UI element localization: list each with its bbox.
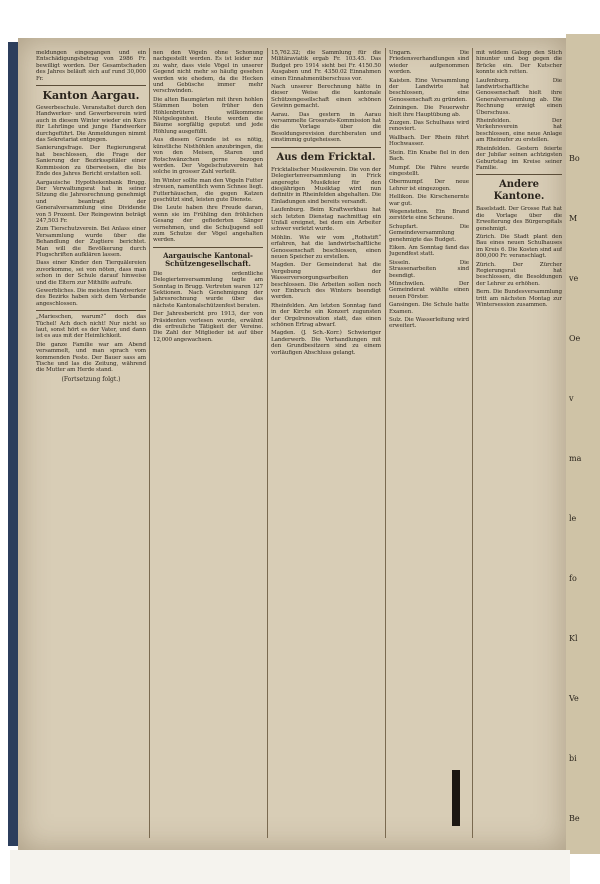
article-paragraph: Mumpf. Die Fähre wurde eingestellt. — [389, 164, 469, 177]
article-paragraph: Hellikon. Die Kirschenernte war gut. — [389, 194, 469, 207]
article-paragraph: Rheinfelden. Gestern feierte der Jubilar seinen achtzigsten Geburtstag im Kreise seiner Familie. — [476, 145, 562, 171]
edge-fragment: Be — [569, 814, 580, 823]
column-2 — [153, 50, 263, 842]
divider — [153, 247, 263, 248]
article-paragraph: Dass einer Kinder den Tierquälereien zuvorkomme, sei von nöten, dass man schon in der Schule darauf hinweise und die Eltern zur Mithilfe aufrufe. — [36, 260, 146, 286]
column-rule — [267, 48, 268, 838]
article-paragraph: Magden. (J. Sch.-Korr.) Schwieriger Landerwerb. Die Verhandlungen mit den Grundbesitzern sind zu einem vorläufigen Abschluss gelangt. — [271, 330, 381, 356]
article-paragraph: Der Jahresbericht pro 1913, der von Präsidenten verlesen wurde, erwähnt die erfreuliche Tätigkeit der Vereine. Die Zahl der Mitglieder ist auf über 12,000 angewachsen. — [153, 311, 263, 343]
article-paragraph: Zürich. Der Zürcher Regierungsrat hat beschlossen, die Besoldungen der Lehrer zu erhöhen. — [476, 261, 562, 287]
article-paragraph: Magden. Der Gemeinderat hat die Vergebung der Wasserversorgungsarbeiten beschlossen. Die Arbeiten sollen noch vor Einbruch des Winters beendigt werden. — [271, 262, 381, 301]
article-paragraph: Zum Tierschutzverein. Bei Anlass einer Versammlung wurde über die Behandlung der Zugtiere berichtet. Man will die Bevölkerung durch Flugschriften aufklären lassen. — [36, 226, 146, 258]
column-rule — [149, 48, 150, 838]
article-paragraph: Eiken. Am Sonntag fand das Jugendfest statt. — [389, 244, 469, 258]
article-paragraph: Zürich. Die Stadt plant den Bau eines neuen Schulhauses im Kreis 6. Die Kosten sind auf 800,000 Fr. veranschlagt. — [476, 233, 562, 260]
page-bottom-margin — [10, 850, 570, 884]
edge-fragment: M — [569, 214, 578, 223]
divider — [36, 85, 146, 86]
article-paragraph: Ungarn. Die Friedensverhandlungen sind wieder aufgenommen worden. — [389, 50, 469, 76]
article-paragraph: Die ordentliche Delegiertenversammlung tagte am Sonntag in Brugg. Vertreten waren 127 Sektionen. Nach Genehmigung der Jahresrechnung wurde über das nächste Kantonalschützenfest beraten. — [153, 270, 263, 309]
divider — [476, 174, 562, 175]
divider — [36, 310, 146, 311]
article-paragraph: Wallbach. Der Rhein führt Hochwasser. — [389, 134, 469, 148]
column-3 — [271, 50, 381, 842]
article-paragraph: Kaisten. Eine Versammlung der Landwirte hat beschlossen, eine Genossenschaft zu gründen. — [389, 77, 469, 103]
article-paragraph: „Marieschen, warum?“ doch das Tüchel! Ach doch nicht! Nur nicht so laut, sonst hört es der Vater, und dann ist es aus mit der Heimlichkeit. — [36, 314, 146, 340]
edge-fragment: fo — [569, 574, 577, 583]
article-paragraph: Bern. Die Bundesversammlung tritt am nächsten Montag zur Wintersession zusammen. — [476, 289, 562, 308]
article-paragraph: Zuzgen. Das Schulhaus wird renoviert. — [389, 120, 469, 133]
article-paragraph: Gansingen. Die Schule hatte Examen. — [389, 302, 469, 315]
intro-text: meldungen eingegangen und ein Entschädigungsbetrag von 2986 Fr. bewilligt worden. Der Gesamtschaden des Jahres beläuft sich auf rund 30,000 Fr. — [36, 50, 146, 82]
article-paragraph: Rheinfelden. Am letzten Sonntag fand in der Kirche ein Konzert zugunsten der Orgelrenovation statt, das einen schönen Ertrag abwarf. — [271, 302, 381, 329]
newspaper-page — [18, 38, 566, 850]
adjacent-page-edge — [566, 34, 600, 854]
edge-fragment: Oe — [569, 334, 581, 343]
article-paragraph: Aus diesem Grunde ist es nötig, künstliche Nisthöhlen anzubringen, die von den Meisen, Staren und Rotschwänzchen gerne bezogen werden. Der Vogelschutzverein hat solche in grosser Zahl verteilt. — [153, 137, 263, 176]
headline-andere-kantone: Andere Kantone. — [493, 179, 545, 203]
column-rule — [385, 48, 386, 838]
article-paragraph: Obermumpf. Der neue Lehrer ist eingezogen. — [389, 179, 469, 192]
edge-fragment: le — [569, 514, 577, 523]
article-paragraph: Laufenburg. Beim Kraftwerkbau hat sich letzten Dienstag nachmittag ein Unfall ereignet, bei dem ein Arbeiter schwer verletzt wurde. — [271, 207, 381, 233]
edge-fragment: bi — [569, 754, 577, 763]
article-paragraph: Zeiningen. Die Feuerwehr hielt ihre Hauptübung ab. — [389, 105, 469, 118]
article-paragraph: nen den Vögeln ohne Schonung nachgestellt werden. Es ist leider nur zu wahr, dass viele Vögel in unserer Gegend nicht mehr so häufig gesehen werden wie ehedem, da die Hecken und Gebüsche immer mehr verschwinden. — [153, 50, 263, 95]
article-paragraph: Baselstadt. Der Grosse Rat hat die Vorlage über die Erweiterung des Bürgerspitals genehmigt. — [476, 206, 562, 232]
edge-fragment: Bo — [569, 154, 580, 163]
continuation-note: (Fortsetzung folgt.) — [61, 375, 121, 383]
column-5 — [476, 50, 562, 842]
article-paragraph: Stein. Ein Knabe fiel in den Bach. — [389, 149, 469, 163]
column-4 — [389, 50, 469, 842]
article-paragraph: Schupfart. Die Gemeindeversammlung genehmigte das Budget. — [389, 223, 469, 243]
headline-fricktal: Aus dem Fricktal. — [276, 151, 376, 163]
article-paragraph: Nach unserer Berechnung hätte in dieser Weise die kantonale Schützengesellschaft einen schönen Gewinn gemacht. — [271, 84, 381, 110]
article-paragraph: mit wildem Galopp den Stich hinunter und bog gegen die Brücke ein. Der Kutscher konnte sich retten. — [476, 50, 562, 76]
edge-fragment: Ve — [569, 694, 579, 703]
article-paragraph: 15,762.32; die Sammlung für die Militäraviatik ergab Fr. 103.45. Das Budget pro 1914 sieht bei Fr. 4150.50 Ausgaben und Fr. 4350.02 Einnahmen einen Einnahmenüberschuss vor. — [271, 50, 381, 82]
divider — [271, 147, 381, 148]
headline-schuetzengesellschaft: Aargauische Kantonal-Schützengesellschaft. — [163, 250, 253, 268]
column-rule — [472, 48, 473, 838]
article-paragraph: Aargauische Hypothekenbank Brugg. Der Verwaltungsrat hat in seiner Sitzung die Jahresrechnung genehmigt und beantragt der Generalversammlung eine Dividende von 5 Prozent. Der Reingewinn beträgt 247,503 Fr. — [36, 179, 146, 224]
article-paragraph: Im Winter sollte man den Vögeln Futter streuen, namentlich wenn Schnee liegt. Futterhäuschen, die gegen Katzen geschützt sind, leisten gute Dienste. — [153, 177, 263, 203]
article-paragraph: Aarau. Das gestern in Aarau versammelte Grossrats-Kommission hat die Vorlage über die Besoldungsrevision durchberaten und einstimmig gutgeheissen. — [271, 111, 381, 144]
article-paragraph: Münchwilen. Der Gemeinderat wählte einen neuen Förster. — [389, 281, 469, 300]
book-spine — [8, 42, 18, 846]
article-paragraph: Wegenstetten. Ein Brand zerstörte eine Scheune. — [389, 208, 469, 222]
article-paragraph: Die Leute haben ihre Freude daran, wenn sie im Frühling den fröhlichen Gesang der gefiederten Sänger vernehmen, und die Schuljugend soll zum Schutze der Vögel angehalten werden. — [153, 205, 263, 244]
edge-fragment: ve — [569, 274, 579, 283]
article-paragraph: Gewerbliches. Die meisten Handwerker des Bezirks haben sich dem Verbande angeschlossen. — [36, 288, 146, 307]
binding-tape — [452, 770, 460, 826]
article-paragraph: Sisseln. Die Strassenarbeiten sind beendigt. — [389, 259, 469, 279]
article-paragraph: Sulz. Die Wasserleitung wird erweitert. — [389, 317, 469, 330]
headline-kanton-aargau: Kanton Aargau. — [42, 89, 140, 103]
article-paragraph: Fricktalischer Musikverein. Die von der Delegiertenversammlung in Frick angeregte Musikfeier für den diesjährigen Musiktag wird nun definitiv in Rheinfelden abgehalten. Die Einladungen sind bereits versandt. — [271, 166, 381, 205]
article-paragraph: Die alten Baumgärten mit ihren hohlen Stämmen boten früher den Höhlenbrütern willkommene Nistgelegenheit. Heute werden die Bäume sorgfältig geputzt und jede Höhlung ausgefüllt. — [153, 96, 263, 135]
article-paragraph: Sanierungsfrage. Der Regierungsrat hat beschlossen, die Frage der Sanierung der Bezirksspitäler einer Kommission zu überweisen, die bis Ende des Jahres Bericht erstatten soll. — [36, 145, 146, 178]
article-paragraph: Laufenburg. Die landwirtschaftliche Genossenschaft hielt ihre Generalversammlung ab. Die Rechnung erzeigt einen Überschuss. — [476, 77, 562, 116]
column-1 — [36, 50, 146, 842]
edge-fragment: v — [569, 394, 574, 403]
article-paragraph: Gewerbeschule. Veranstaltet durch den Handwerker- und Gewerbeverein wird auch in diesem Winter wieder ein Kurs für Lehrlinge und junge Handwerker durchgeführt. Die Anmeldungen nimmt das Sekretariat entgegen. — [36, 105, 146, 144]
article-paragraph: Die ganze Familie war am Abend versammelt, und man sprach vom kommenden Feste. Der Bauer sass am Tische und las die Zeitung, während die Mutter am Herde stand. — [36, 341, 146, 374]
edge-fragment: ma — [569, 454, 582, 463]
article-paragraph: Rheinfelden. Der Verkehrsverein hat beschlossen, eine neue Anlage am Rheinufer zu erstellen. — [476, 118, 562, 144]
article-paragraph: Möhlin. Wie wir vom „Rothstift“ erfahren, hat die landwirtschaftliche Genossenschaft beschlossen, einen neuen Speicher zu erstellen. — [271, 234, 381, 260]
edge-fragment: Kl — [569, 634, 578, 643]
